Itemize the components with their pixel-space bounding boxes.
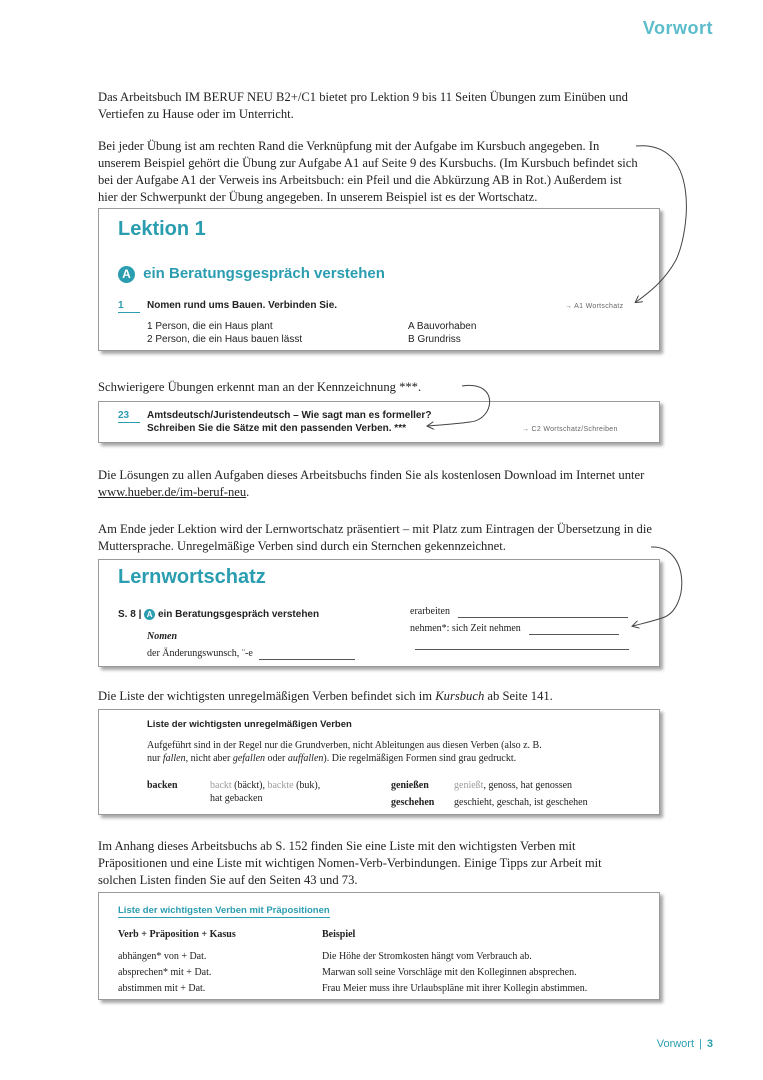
table-row: Die Höhe der Stromkosten hängt vom Verbrauch ab. [322, 951, 532, 962]
difficulty-paragraph: Schwierigere Übungen erkennt man an der Kennzeichnung ***. [98, 380, 422, 394]
exercise-reference: → C2 Wortschatz/Schreiben [522, 426, 618, 433]
example-column [322, 949, 587, 997]
lektion-title: Lektion 1 [118, 218, 206, 240]
section-letter-badge: A [144, 609, 155, 620]
lernwortschatz-paragraph: Am Ende jeder Lektion wird der Lernwortschatz präsentiert – mit Platz zum Eintragen der Übersetzung in die Muttersprache. Unregelmäßige Verben sind durch ein Sternchen gekennzeichnet. [98, 522, 652, 553]
verb-geschehen: geschehen [391, 797, 435, 808]
right-items-list [408, 320, 476, 346]
verb-backen: backen [147, 780, 178, 791]
verb-entry-1: erarbeiten [410, 605, 628, 618]
forms-backen: backt (bäckt), backte (buk), hat gebacken [210, 780, 321, 804]
translation-line[interactable] [458, 617, 628, 618]
irregular-description: Aufgeführt sind in der Regel nur die Grundverben, nicht Ableitungen aus diesen Verben (also z. B. nur fallen, nicht aber gefallen oder auffallen). Die regelmäßigen Formen sind grau gedruckt. [147, 740, 542, 764]
download-link[interactable]: www.hueber.de/im-beruf-neu [98, 485, 247, 499]
noun-entry: der Änderungswunsch, ¨-e [147, 647, 355, 660]
translation-line[interactable] [259, 659, 355, 660]
exercise-number: 23 [118, 409, 140, 423]
section-heading [118, 265, 385, 283]
page-number: 3 [706, 1038, 713, 1050]
list-item: 2 Person, die ein Haus bauen lässt [147, 334, 303, 345]
exercise-reference: → A1 Wortschatz [565, 303, 624, 310]
table-row: Frau Meier muss ihre Urlaubspläne mit ihrer Kollegin abstimmen. [322, 983, 588, 994]
lektion-example-box [98, 208, 660, 351]
lernwortschatz-example-box [98, 559, 660, 667]
nomen-label: Nomen [147, 631, 177, 642]
table-row: abhängen* von + Dat. [118, 951, 207, 962]
lernwortschatz-section-heading [118, 608, 319, 621]
column-header-verb: Verb + Präposition + Kasus [118, 929, 236, 940]
page-footer: Vorwort | 3 [656, 1038, 713, 1050]
solutions-paragraph: Die Lösungen zu allen Aufgaben dieses Arbeitsbuchs finden Sie als kostenlosen Download im Internet unter www.hueber.de/im-beruf-neu. [98, 468, 645, 499]
verb-column [118, 949, 211, 997]
column-header-example: Beispiel [322, 929, 356, 940]
irregular-box-title: Liste der wichtigsten unregelmäßigen Verben [147, 719, 352, 730]
section-title: ein Beratungsgespräch verstehen [143, 265, 385, 282]
list-item: 1 Person, die ein Haus plant [147, 321, 273, 332]
intro-paragraph-1: Das Arbeitsbuch IM BERUF NEU B2+/C1 bietet pro Lektion 9 bis 11 Seiten Übungen zum Einüben und Vertiefen zu Hause oder im Unterricht. [98, 90, 628, 121]
exercise-title: Nomen rund ums Bauen. Verbinden Sie. [147, 300, 338, 311]
exercise-title-line-1: Amtsdeutsch/Juristendeutsch – Wie sagt man es formeller? [147, 410, 432, 421]
prepositions-box [98, 892, 660, 1000]
page-reference: S. 8 | [118, 609, 142, 620]
table-row: absprechen* mit + Dat. [118, 967, 212, 978]
exercise-number: 1 [118, 299, 142, 313]
section-letter-badge: A [118, 266, 135, 283]
translation-line[interactable] [415, 649, 629, 650]
page-header-title: Vorwort [642, 18, 713, 38]
table-row: abstimmen mit + Dat. [118, 983, 206, 994]
list-item: A Bauvorhaben [408, 321, 477, 332]
anhang-paragraph: Im Anhang dieses Arbeitsbuchs ab S. 152 finden Sie eine Liste mit den wichtigsten Verben mit Präpositionen und eine Liste mit wichtigen Nomen-Verb-Verbindungen. Einige Tipps zur Arbeit mit solchen Listen finden Sie auf den Seiten 43 und 73. [98, 839, 602, 887]
forms-geschehen: geschieht, geschah, ist geschehen [454, 797, 588, 808]
lernwortschatz-title: Lernwortschatz [118, 566, 266, 588]
irregular-verbs-box [98, 709, 660, 815]
left-items-list [147, 320, 302, 346]
section-title: ein Beratungsgespräch verstehen [157, 609, 320, 620]
verb-entry-2: nehmen*: sich Zeit nehmen [410, 622, 619, 635]
verb-geniessen: genießen [391, 780, 429, 791]
prepositions-box-title: Liste der wichtigsten Verben mit Präpositionen [118, 905, 330, 916]
forms-geniessen: genießt, genoss, hat genossen [454, 780, 573, 791]
footer-label: Vorwort [656, 1038, 695, 1050]
table-row: Marwan soll seine Vorschläge mit den Kolleginnen absprechen. [322, 967, 577, 978]
difficulty-example-box [98, 401, 660, 443]
exercise-title-line-2: Schreiben Sie die Sätze mit den passenden Verben. *** [147, 423, 406, 434]
irregular-paragraph: Die Liste der wichtigsten unregelmäßigen Verben befindet sich im Kursbuch ab Seite 141. [98, 689, 553, 703]
translation-line[interactable] [529, 634, 619, 635]
intro-paragraph-2: Bei jeder Übung ist am rechten Rand die Verknüpfung mit der Aufgabe im Kursbuch angegeben. In unserem Beispiel gehört die Übung zur Aufgabe A1 auf Seite 9 des Kursbuchs. (Im Kursbuch befindet sich bei der Aufgabe A1 der Verweis ins Arbeitsbuch: ein Pfeil und die Abkürzung AB in Rot.) Außerdem ist hier der Schwerpunkt der Übung angegeben. In unserem Beispiel ist es der Wortschatz. [98, 139, 638, 204]
list-item: B Grundriss [408, 334, 461, 345]
